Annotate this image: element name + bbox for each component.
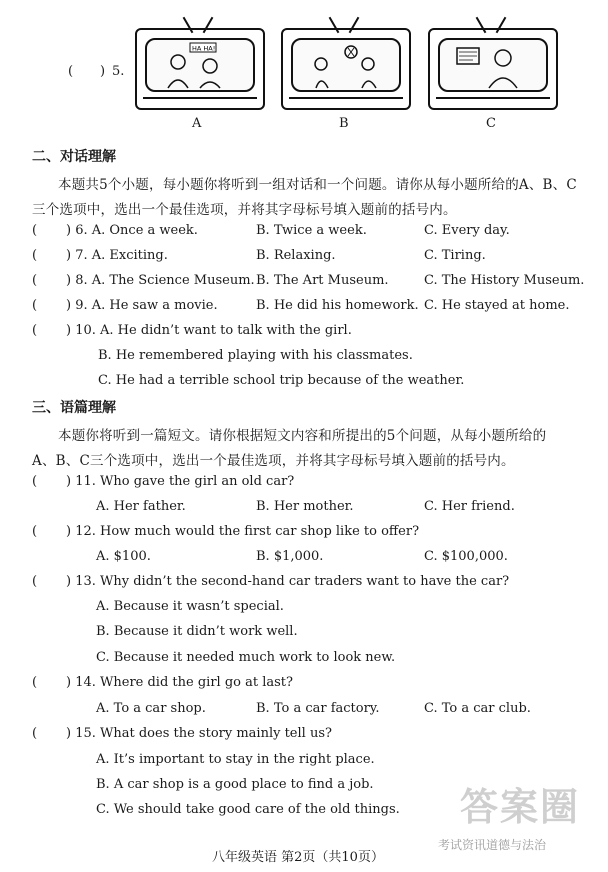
q5-paren: (	[68, 64, 74, 79]
q11-option-c: C. Her friend.	[424, 499, 515, 514]
section2-intro-line1: 本题共5个小题，每小题你将听到一组对话和一个问题。请你从每小题所给的A、B、C	[58, 177, 577, 193]
q12-paren: (	[32, 524, 38, 539]
q8-option-b: B. The Art Museum.	[256, 273, 389, 288]
news-reporter-icon	[440, 40, 546, 90]
watermark-logo: 答案圈	[460, 784, 581, 829]
q9-option-c: C. He stayed at home.	[424, 298, 570, 313]
q6-option-a: ) 6. A. Once a week.	[66, 223, 198, 238]
q11-stem: ) 11. Who gave the girl an old car?	[66, 474, 295, 489]
q10-option-a: ) 10. A. He didn’t want to talk with the girl.	[66, 323, 352, 338]
section3-intro-line2: A、B、C三个选项中，选出一个最佳选项，并将其字母标号填入题前的括号内。	[32, 453, 515, 469]
page-footer: 八年级英语 第2页（共10页）	[212, 850, 384, 865]
q14-option-c: C. To a car club.	[424, 701, 531, 716]
q8-option-c: C. The History Museum.	[424, 273, 585, 288]
option-label-b: B	[339, 116, 349, 131]
q9-paren: (	[32, 298, 38, 313]
q15-option-a: A. It’s important to stay in the right place.	[96, 752, 375, 767]
q12-option-c: C. $100,000.	[424, 549, 508, 564]
q9-option-b: B. He did his homework.	[256, 298, 419, 313]
q11-option-b: B. Her mother.	[256, 499, 354, 514]
q12-stem: ) 12. How much would the first car shop like to offer?	[66, 524, 420, 539]
q7-option-a: ) 7. A. Exciting.	[66, 248, 168, 263]
q14-stem: ) 14. Where did the girl go at last?	[66, 675, 293, 690]
q13-option-c: C. Because it needed much work to look new.	[96, 650, 396, 665]
q11-option-a: A. Her father.	[96, 499, 186, 514]
football-players-icon	[293, 40, 399, 90]
tv-picture-a	[135, 28, 265, 110]
q15-option-b: B. A car shop is a good place to find a job.	[96, 777, 374, 792]
option-label-c: C	[486, 116, 496, 131]
q15-paren: (	[32, 726, 38, 741]
section3-title: 三、语篇理解	[32, 400, 116, 416]
section2-intro-line2: 三个选项中，选出一个最佳选项，并将其字母标号填入题前的括号内。	[32, 202, 457, 218]
q8-option-a: ) 8. A. The Science Museum.	[66, 273, 255, 288]
q15-option-c: C. We should take good care of the old things.	[96, 802, 400, 817]
q14-option-b: B. To a car factory.	[256, 701, 380, 716]
q13-stem: ) 13. Why didn’t the second-hand car traders want to have the car?	[66, 574, 510, 589]
watermark-caption: 考试资讯道德与法治	[438, 838, 547, 852]
speech-bubble: HA HA!	[192, 44, 216, 53]
q7-paren: (	[32, 248, 38, 263]
q13-paren: (	[32, 574, 38, 589]
section2-title: 二、对话理解	[32, 149, 116, 165]
q5-number: 5.	[112, 64, 125, 79]
tv-picture-b	[281, 28, 411, 110]
q10-paren: (	[32, 323, 38, 338]
q13-option-a: A. Because it wasn’t special.	[96, 599, 284, 614]
q15-stem: ) 15. What does the story mainly tell us?	[66, 726, 332, 741]
q13-option-b: B. Because it didn’t work well.	[96, 624, 298, 639]
q9-option-a: ) 9. A. He saw a movie.	[66, 298, 218, 313]
q6-option-c: C. Every day.	[424, 223, 510, 238]
q8-paren: (	[32, 273, 38, 288]
q11-paren: (	[32, 474, 38, 489]
q6-option-b: B. Twice a week.	[256, 223, 367, 238]
q14-paren: (	[32, 675, 38, 690]
option-label-a: A	[192, 116, 202, 131]
q12-option-b: B. $1,000.	[256, 549, 324, 564]
section3-intro-line1: 本题你将听到一篇短文。请你根据短文内容和所提出的5个问题，从每小题所给的	[58, 428, 547, 444]
laughing-people-icon	[147, 40, 253, 90]
q7-option-b: B. Relaxing.	[256, 248, 336, 263]
q5-close: )	[100, 64, 106, 79]
q12-option-a: A. $100.	[96, 549, 151, 564]
q14-option-a: A. To a car shop.	[96, 701, 206, 716]
q10-option-b: B. He remembered playing with his classmates.	[98, 348, 413, 363]
q6-paren: (	[32, 223, 38, 238]
q7-option-c: C. Tiring.	[424, 248, 486, 263]
q10-option-c: C. He had a terrible school trip because of the weather.	[98, 373, 465, 388]
tv-picture-c	[428, 28, 558, 110]
